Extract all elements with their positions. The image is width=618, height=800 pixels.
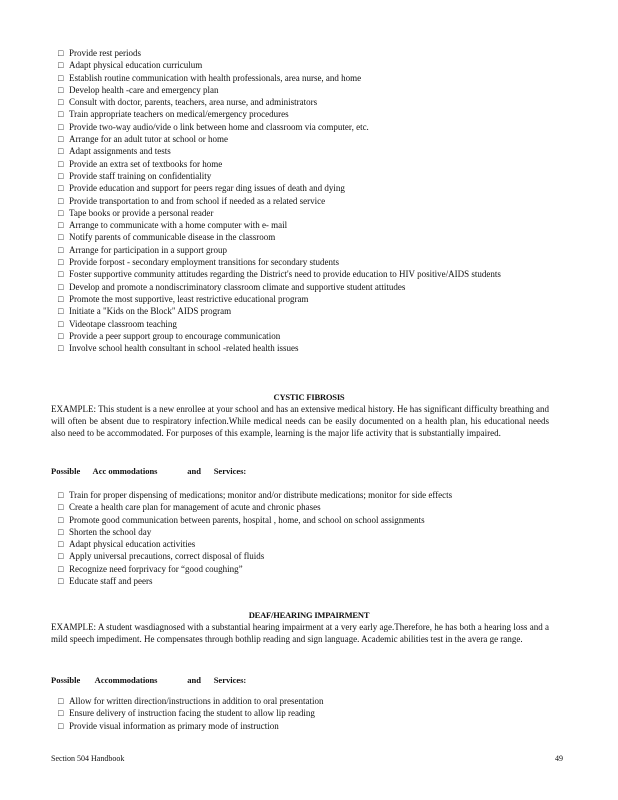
subhead-cystic-fibrosis: Possible Acc ommodations and Services: [51,466,247,476]
list-item-text: Adapt physical education activities [69,539,196,550]
checkbox-bullet-icon: □ [58,244,64,255]
list-item [58,268,569,280]
list-item [58,695,323,707]
checkbox-bullet-icon: □ [58,696,64,706]
example-cystic-fibrosis: EXAMPLE: This student is a new enrollee at your school and has an extensive medical history. He has significant difficulty breathing and will often be absent due to respiratory infection.While medical needs can be easily documented on a health plan, his educational needs also need to be accommodated. For purposes of this example, learning is the major life activity that is substantially impaired. [51,404,549,438]
subhead-deaf-hearing: Possible Accommodations and Services: [51,675,247,685]
checkbox-bullet-icon: □ [58,576,64,587]
checkbox-bullet-icon: □ [58,195,64,206]
list-item [58,207,569,219]
list-item [58,195,569,207]
list-item-text: Recognize need forprivacy for “good coughing” [69,563,243,574]
list-item-text: Videotape classroom teaching [69,318,177,329]
list-item [58,293,569,305]
checkbox-bullet-icon: □ [58,490,64,500]
checkbox-bullet-icon: □ [58,257,64,268]
list-item-text: Arrange for participation in a support group [69,244,227,255]
list-item [58,720,323,732]
list-item [58,84,569,96]
list-item-text: Train appropriate teachers on medical/emergency procedures [69,109,289,120]
list-item [58,59,569,71]
checkbox-bullet-icon: □ [58,72,64,83]
checkbox-bullet-icon: □ [58,97,64,108]
list-item-text: Create a health care plan for management of acute and chronic phases [69,502,321,513]
checkbox-bullet-icon: □ [58,551,64,562]
list-item-text: Develop health -care and emergency plan [69,84,219,95]
checkbox-bullet-icon: □ [58,720,64,731]
list-item-text: Train for proper dispensing of medications; monitor and/or distribute medications; monitor for side effects [69,490,453,500]
list-item-text: Initiate a "Kids on the Block" AIDS program [69,306,232,317]
checkbox-bullet-icon: □ [58,330,64,341]
list-item-text: Consult with doctor, parents, teachers, area nurse, and administrators [69,97,318,108]
checkbox-bullet-icon: □ [58,220,64,231]
list-item [58,489,569,501]
list-item-text: Provide transportation to and from school if needed as a related service [69,195,326,206]
list-item [58,121,569,133]
list-item [58,305,569,317]
list-item-text: Adapt physical education curriculum [69,60,203,71]
section-heading-deaf-hearing: DEAF/HEARING IMPAIRMENT [248,610,370,620]
list-item-text: Provide staff training on confidentiality [69,170,212,181]
checkbox-bullet-icon: □ [58,207,64,218]
list-item-text: Shorten the school day [69,526,152,537]
checkbox-bullet-icon: □ [58,121,64,132]
list-item-text: Arrange for an adult tutor at school or home [69,134,228,145]
list-item [58,707,323,719]
checkbox-bullet-icon: □ [58,183,64,194]
list-item [58,244,569,256]
checkbox-bullet-icon: □ [58,318,64,329]
list-item [58,563,569,575]
list-item [58,96,569,108]
list-item-text: Arrange to communicate with a home computer with e- mail [69,220,288,231]
list-item [58,133,569,145]
example-deaf-hearing: EXAMPLE: A student wasdiagnosed with a substantial hearing impairment at a very early age.Therefore, he has both a hearing loss and a mild speech impediment. He compensates through bothlip reading and sign language. Academic abilities test in the avera ge range. [51,622,549,644]
list-item [58,182,569,194]
list-item-text: Notify parents of communicable disease in the classroom [69,232,276,243]
checkbox-bullet-icon: □ [58,281,64,292]
list-item-text: Promote good communication between parents, hospital , home, and school on school assignments [69,514,425,525]
checkbox-bullet-icon: □ [58,708,64,719]
checkbox-bullet-icon: □ [58,539,64,550]
list-item [58,72,569,84]
section-heading-cystic-fibrosis: CYSTIC FIBROSIS [273,392,345,402]
checkbox-bullet-icon: □ [58,514,64,525]
list-item-text: Foster supportive community attitudes regarding the District's need to provide education to HIV positive/AIDS students [69,269,501,280]
list-item [58,514,569,526]
list-item-text: Educate staff and peers [69,576,153,587]
list-item-text: Apply universal precautions, correct disposal of fluids [69,551,265,562]
checkbox-bullet-icon: □ [58,343,64,354]
checkbox-bullet-icon: □ [58,60,64,71]
list-item [58,330,569,342]
list-item-text: Provide two-way audio/vide o link between home and classroom via computer, etc. [69,121,369,132]
list-item [58,145,569,157]
list-item-text: Involve school health consultant in school -related health issues [69,343,299,354]
list-item [58,281,569,293]
list-item [58,342,569,354]
checkbox-bullet-icon: □ [58,158,64,169]
list-item [58,231,569,243]
list-item-text: Provide visual information as primary mode of instruction [69,720,279,731]
checkbox-bullet-icon: □ [58,170,64,181]
list-item-text: Develop and promote a nondiscriminatory classroom climate and supportive student attitudes [69,281,406,292]
checkbox-bullet-icon: □ [58,526,64,537]
list-item-text: Provide education and support for peers regar ding issues of death and dying [69,183,345,194]
footer-title: Section 504 Handbook [51,754,125,763]
checkbox-bullet-icon: □ [58,84,64,95]
list-item-text: Provide an extra set of textbooks for home [69,158,223,169]
list-item-text: Tape books or provide a personal reader [69,207,214,218]
checkbox-bullet-icon: □ [58,293,64,304]
checkbox-bullet-icon: □ [58,306,64,317]
checkbox-bullet-icon: □ [58,48,64,58]
list-item [58,501,569,513]
checkbox-bullet-icon: □ [58,134,64,145]
checkbox-bullet-icon: □ [58,269,64,280]
list-item-text: Establish routine communication with health professionals, area nurse, and home [69,72,362,83]
list-item-text: Provide rest periods [69,48,141,58]
list-item [58,526,569,538]
list-item [58,170,569,182]
checkbox-bullet-icon: □ [58,146,64,157]
checkbox-bullet-icon: □ [58,232,64,243]
list-item [58,47,569,59]
list-item [58,219,569,231]
list-item [58,158,569,170]
list-item-text: Ensure delivery of instruction facing the student to allow lip reading [69,708,315,719]
checkbox-bullet-icon: □ [58,563,64,574]
list-item [58,575,569,587]
accommodations-list-deaf-hearing [58,695,323,732]
checkbox-bullet-icon: □ [58,502,64,513]
list-item [58,256,569,268]
accommodations-list-hiv [58,47,569,354]
page-number: 49 [555,754,563,763]
list-item [58,538,569,550]
list-item-text: Provide a peer support group to encourage communication [69,330,281,341]
list-item-text: Provide forpost - secondary employment transitions for secondary students [69,257,339,268]
list-item-text: Allow for written direction/instructions in addition to oral presentation [69,696,324,706]
list-item [58,108,569,120]
list-item [58,318,569,330]
list-item-text: Promote the most supportive, least restrictive educational program [69,293,309,304]
list-item [58,550,569,562]
checkbox-bullet-icon: □ [58,109,64,120]
accommodations-list-cystic-fibrosis [58,489,569,587]
list-item-text: Adapt assignments and tests [69,146,171,157]
